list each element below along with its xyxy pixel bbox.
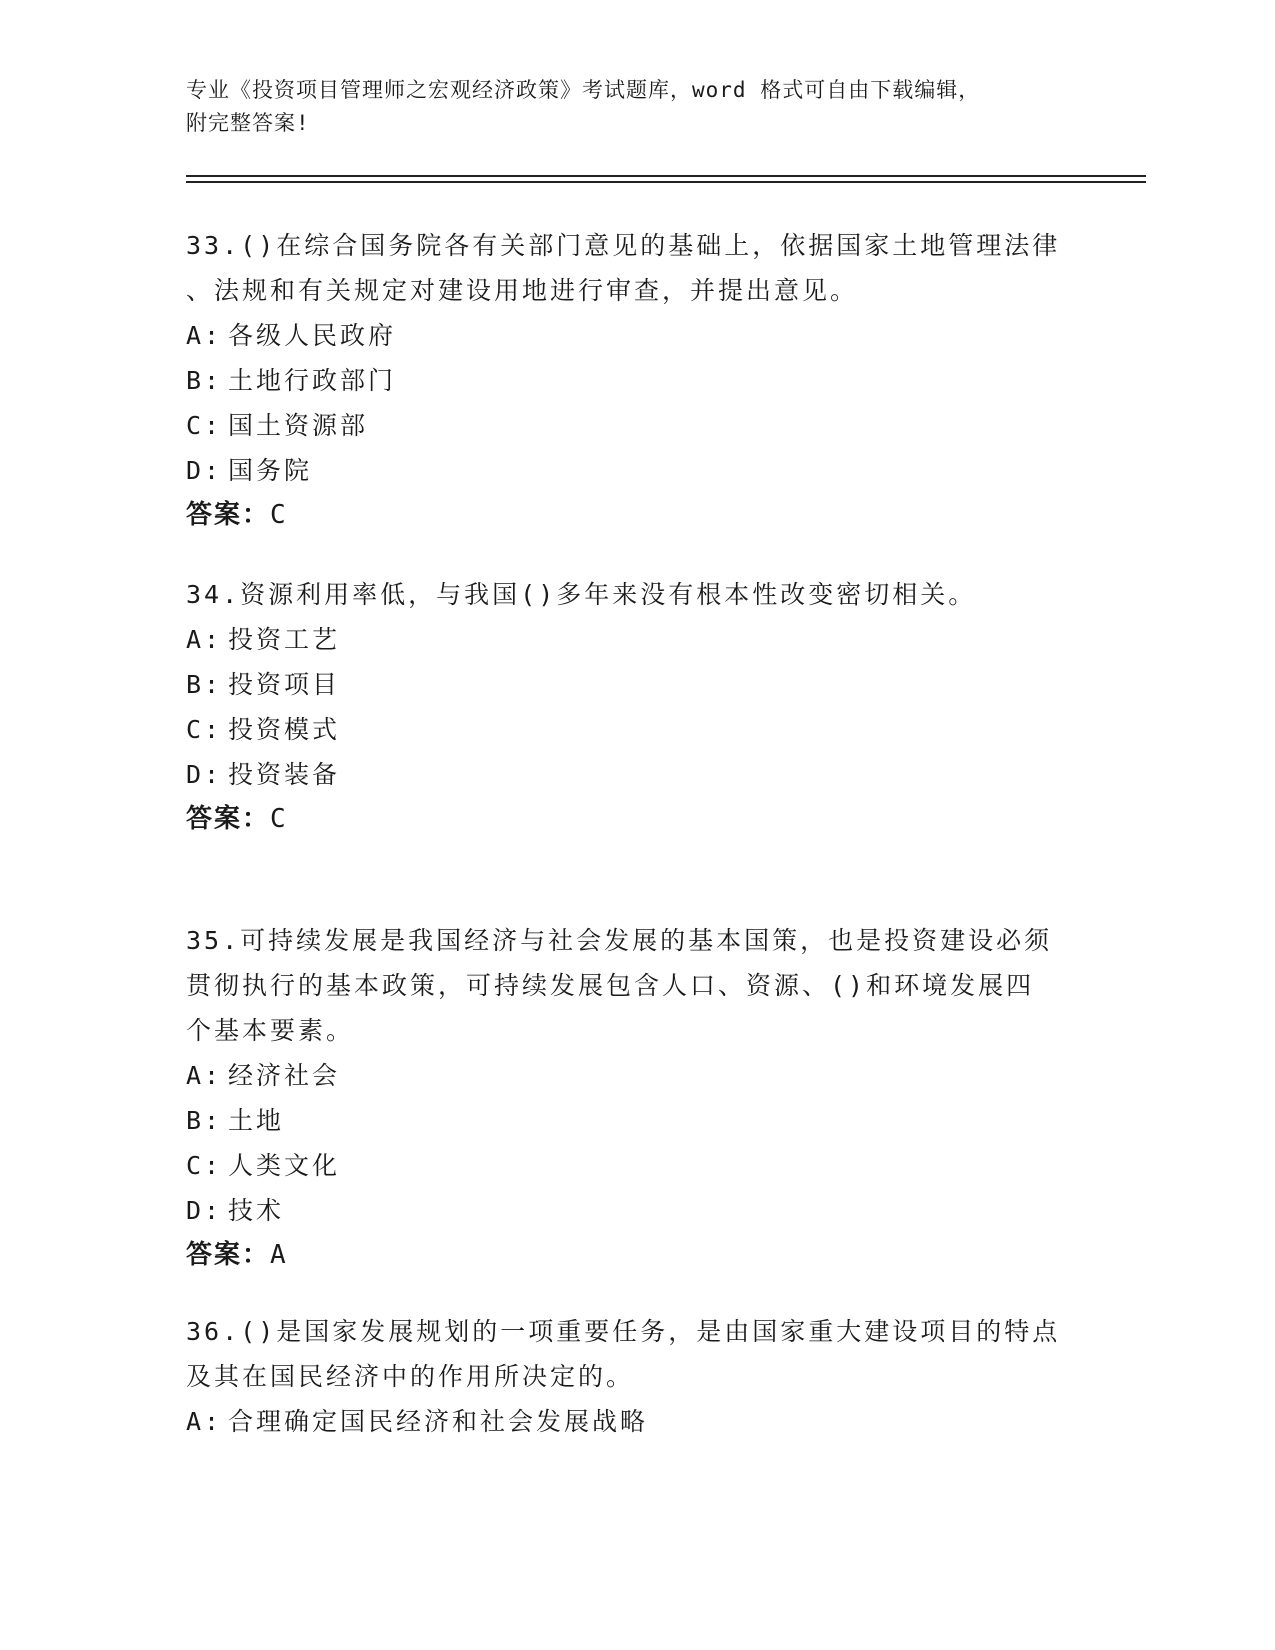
answer [186,797,1086,842]
option-key: C: [186,715,223,744]
option-a [186,1399,1086,1444]
document-header [186,74,1066,140]
option-text: 国土资源部 [228,411,369,440]
option-key: D: [186,456,223,485]
option-d [186,1188,1086,1233]
option-key: B: [186,366,223,395]
option-key: B: [186,1106,223,1135]
question-text-line: 及其在国民经济中的作用所决定的。 [186,1362,635,1391]
question-text-line: 贯彻执行的基本政策，可持续发展包含人口、资源、()和环境发展四 [186,971,1035,1000]
question-text-line: 35.可持续发展是我国经济与社会发展的基本国策，也是投资建设必须 [186,926,1053,955]
option-text: 投资项目 [228,670,341,699]
option-key: D: [186,760,223,789]
question-text-line: 34.资源利用率低，与我国()多年来没有根本性改变密切相关。 [186,580,977,609]
option-c [186,707,1086,752]
answer-label: 答案： [186,804,271,834]
option-key: A: [186,625,223,654]
question-text-line: 36.()是国家发展规划的一项重要任务，是由国家重大建设项目的特点 [186,1317,1061,1346]
answer-label: 答案： [186,500,271,530]
question-text-line: 个基本要素。 [186,1016,355,1045]
question-34 [186,572,1086,842]
option-c [186,403,1086,448]
question-33 [186,223,1086,538]
option-text: 技术 [228,1196,285,1225]
option-b [186,1098,1086,1143]
answer-value: C [270,500,288,530]
option-a [186,313,1086,358]
option-key: B: [186,670,223,699]
option-text: 人类文化 [228,1151,341,1180]
option-b [186,358,1086,403]
header-line-1: 专业《投资项目管理师之宏观经济政策》考试题库，word 格式可自由下载编辑， [186,78,981,102]
option-a [186,1053,1086,1098]
option-b [186,662,1086,707]
option-a [186,617,1086,662]
option-text: 国务院 [228,456,313,485]
option-text: 合理确定国民经济和社会发展战略 [228,1407,649,1436]
option-text: 投资工艺 [228,625,341,654]
question-text-line: 、法规和有关规定对建设用地进行审查，并提出意见。 [186,276,859,305]
header-divider-top [186,175,1146,177]
header-divider-bottom [186,181,1146,183]
option-text: 经济社会 [228,1061,341,1090]
option-d [186,752,1086,797]
option-key: C: [186,1151,223,1180]
option-key: A: [186,1407,223,1436]
answer [186,1233,1086,1278]
answer-value: C [270,804,288,834]
question-36 [186,1309,1086,1444]
option-text: 投资模式 [228,715,341,744]
option-c [186,1143,1086,1188]
option-key: A: [186,321,223,350]
answer-label: 答案： [186,1240,271,1270]
option-key: A: [186,1061,223,1090]
option-text: 土地 [228,1106,285,1135]
option-text: 投资装备 [228,760,341,789]
question-text-line: 33.()在综合国务院各有关部门意见的基础上，依据国家土地管理法律 [186,231,1061,260]
header-line-2: 附完整答案! [186,111,310,135]
answer [186,493,1086,538]
question-35 [186,918,1086,1278]
option-d [186,448,1086,493]
option-text: 各级人民政府 [228,321,397,350]
option-text: 土地行政部门 [228,366,397,395]
option-key: C: [186,411,223,440]
answer-value: A [270,1240,288,1270]
option-key: D: [186,1196,223,1225]
